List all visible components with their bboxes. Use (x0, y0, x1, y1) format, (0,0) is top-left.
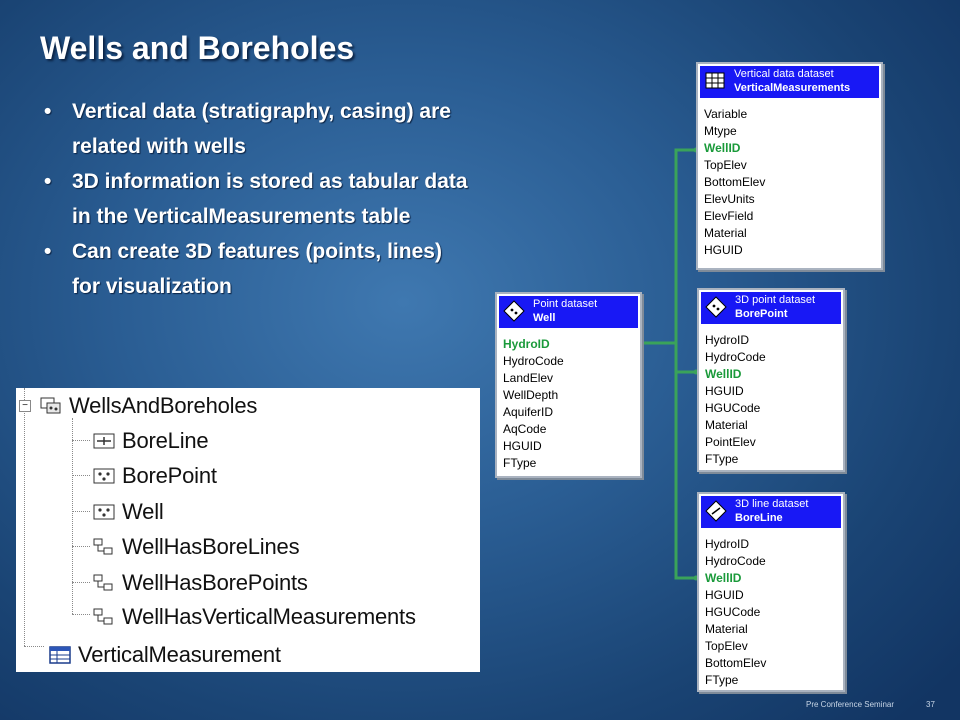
point-diamond-icon (503, 300, 525, 322)
tree-item-label: BorePoint (122, 463, 217, 488)
field-ftype: FType (705, 452, 739, 466)
line-diamond-icon (705, 500, 727, 522)
field-wellid: WellID (704, 141, 741, 155)
field-elevfield: ElevField (704, 209, 754, 223)
bullet-dot: • (44, 100, 52, 123)
dataset-box-borepoint[interactable] (697, 288, 845, 472)
dataset-box-boreline[interactable] (697, 492, 845, 692)
field-material: Material (705, 622, 748, 636)
field-list (699, 530, 843, 689)
field-pointelev: PointElev (705, 435, 756, 449)
tree-item-label: WellHasBoreLines (122, 534, 300, 559)
bullet-line: in the VerticalMeasurements table (72, 205, 411, 228)
field-hguid: HGUID (705, 588, 744, 602)
collapse-toggle-glyph: − (22, 400, 28, 411)
dataset-header (701, 292, 841, 324)
tree-item-label: WellHasBorePoints (122, 570, 308, 595)
field-hydrocode: HydroCode (705, 554, 766, 568)
field-list (698, 100, 881, 259)
dataset-type: 3D point dataset (735, 294, 816, 306)
bullet-dot: • (44, 240, 52, 263)
dataset-header (499, 296, 638, 328)
bullet-line: 3D information is stored as tabular data (72, 170, 468, 193)
field-bottomelev: BottomElev (704, 175, 766, 189)
bullet-line: Vertical data (stratigraphy, casing) are (72, 100, 451, 123)
dataset-type: Point dataset (533, 298, 598, 310)
field-landelev: LandElev (503, 371, 554, 385)
slide-title: Wells and Boreholes (40, 30, 355, 66)
field-ftype: FType (705, 673, 739, 687)
field-hydrocode: HydroCode (503, 354, 564, 368)
dataset-type: 3D line dataset (735, 498, 809, 510)
field-variable: Variable (704, 107, 748, 121)
dataset-box-well[interactable] (495, 292, 642, 478)
dataset-header (701, 496, 841, 528)
tree-item-label: WellsAndBoreholes (69, 393, 258, 418)
bullet-line: for visualization (72, 275, 232, 298)
field-material: Material (705, 418, 748, 432)
tree-item-label: BoreLine (122, 428, 209, 453)
field-wellid: WellID (705, 571, 742, 585)
dataset-type: Vertical data dataset (734, 68, 834, 80)
field-hydroid: HydroID (705, 537, 750, 551)
dataset-box-verticalmeasurements[interactable] (696, 62, 883, 270)
page-number: 37 (926, 700, 935, 709)
field-mtype: Mtype (704, 124, 737, 138)
field-elevunits: ElevUnits (704, 192, 755, 206)
field-hydrocode: HydroCode (705, 350, 766, 364)
field-welldepth: WellDepth (503, 388, 559, 402)
bullet-line: Can create 3D features (points, lines) (72, 240, 442, 263)
field-wellid: WellID (705, 367, 742, 381)
dataset-name: Well (533, 312, 556, 324)
field-topelev: TopElev (705, 639, 748, 653)
field-hgucode: HGUCode (705, 401, 761, 415)
bullet-line: related with wells (72, 135, 246, 158)
point-diamond-icon (705, 296, 727, 318)
field-bottomelev: BottomElev (705, 656, 767, 670)
field-hydroid: HydroID (705, 333, 750, 347)
field-ftype: FType (503, 456, 537, 470)
field-list (497, 330, 640, 472)
field-hydroid: HydroID (503, 337, 550, 351)
field-topelev: TopElev (704, 158, 747, 172)
field-material: Material (704, 226, 747, 240)
field-aqcode: AqCode (503, 422, 547, 436)
bullet-dot: • (44, 170, 52, 193)
collapse-toggle[interactable] (19, 400, 31, 412)
dataset-name: BoreLine (735, 512, 783, 524)
tree-item-label: WellHasVerticalMeasurements (122, 604, 416, 629)
field-hgucode: HGUCode (705, 605, 761, 619)
footer-text: Pre Conference Seminar (806, 700, 895, 709)
dataset-header (700, 66, 879, 98)
tree-item-label: VerticalMeasurement (78, 642, 281, 667)
field-hguid: HGUID (704, 243, 743, 257)
field-hguid: HGUID (705, 384, 744, 398)
dataset-name: VerticalMeasurements (734, 82, 851, 94)
table-icon (704, 70, 726, 92)
field-list (699, 326, 843, 468)
dataset-name: BorePoint (735, 308, 788, 320)
field-hguid: HGUID (503, 439, 542, 453)
connector-trunk (676, 150, 696, 578)
field-aquiferid: AquiferID (503, 405, 554, 419)
tree-item-label: Well (122, 499, 164, 524)
